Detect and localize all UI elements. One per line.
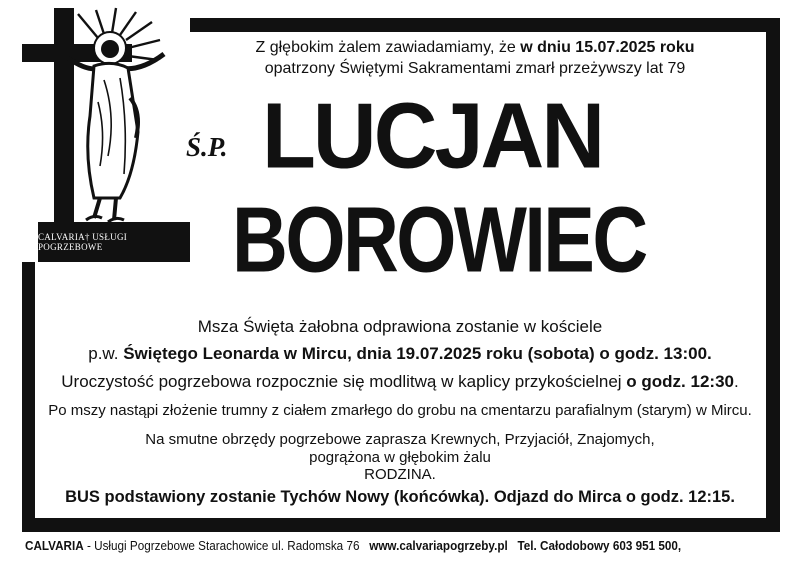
deceased-first-name: LUCJAN xyxy=(262,83,603,188)
footer-website[interactable]: www.calvariapogrzeby.pl xyxy=(369,538,508,553)
family-signature: RODZINA. xyxy=(364,466,436,483)
mass-line-2-prefix: p.w. xyxy=(88,344,119,363)
bus-line: BUS podstawiony zostanie Tychów Nowy (końcówka). Odjazd do Mirca o godz. 12:15. xyxy=(65,488,735,506)
ceremony-time: o godz. 12:30 xyxy=(626,372,734,391)
invite-line-2: pogrążona w głębokim żalu xyxy=(309,449,491,466)
footer-phone: Tel. Całodobowy 603 951 500, xyxy=(517,538,682,553)
mass-details: Świętego Leonarda w Mircu, dnia 19.07.2025 roku (sobota) o godz. 13:00. xyxy=(123,344,712,363)
intro-line-1 xyxy=(190,39,760,57)
deceased-last-name: BOROWIEC xyxy=(232,187,646,292)
deceased-prefix: Ś.P. xyxy=(186,132,228,162)
frame-left-border xyxy=(22,262,35,532)
footer-company: CALVARIA xyxy=(25,538,84,553)
ceremony-period: . xyxy=(733,372,739,391)
frame-right-border xyxy=(766,18,780,532)
footer-address: - Usługi Pogrzebowe Starachowice ul. Radomska 76 xyxy=(83,538,360,553)
funeral-home-brand: CALVARIA† USŁUGI POGRZEBOWE xyxy=(38,222,190,262)
frame-top-border xyxy=(190,18,780,32)
mass-line-1: Msza Święta żałobna odprawiona zostanie w kościele xyxy=(197,317,603,336)
intro-line-2: opatrzony Świętymi Sakramentami zmarł przeżywszy lat 79 xyxy=(264,60,686,77)
ceremony-text: Uroczystość pogrzebowa rozpocznie się modlitwą w kaplicy przykościelnej xyxy=(61,372,622,391)
invite-line-1: Na smutne obrzędy pogrzebowe zaprasza Krewnych, Przyjaciół, Znajomych, xyxy=(145,431,655,448)
footer xyxy=(25,538,709,553)
mass-line-2 xyxy=(40,344,760,364)
death-date: w dniu 15.07.2025 roku xyxy=(520,39,695,56)
frame-bottom-border xyxy=(22,518,780,532)
ceremony-line xyxy=(40,372,760,392)
burial-line: Po mszy nastąpi złożenie trumny z ciałem zmarłego do grobu na cmentarzu parafialnym (starym) w Mircu. xyxy=(48,402,752,419)
intro-text: Z głębokim żalem zawiadamiamy, że xyxy=(255,39,516,56)
